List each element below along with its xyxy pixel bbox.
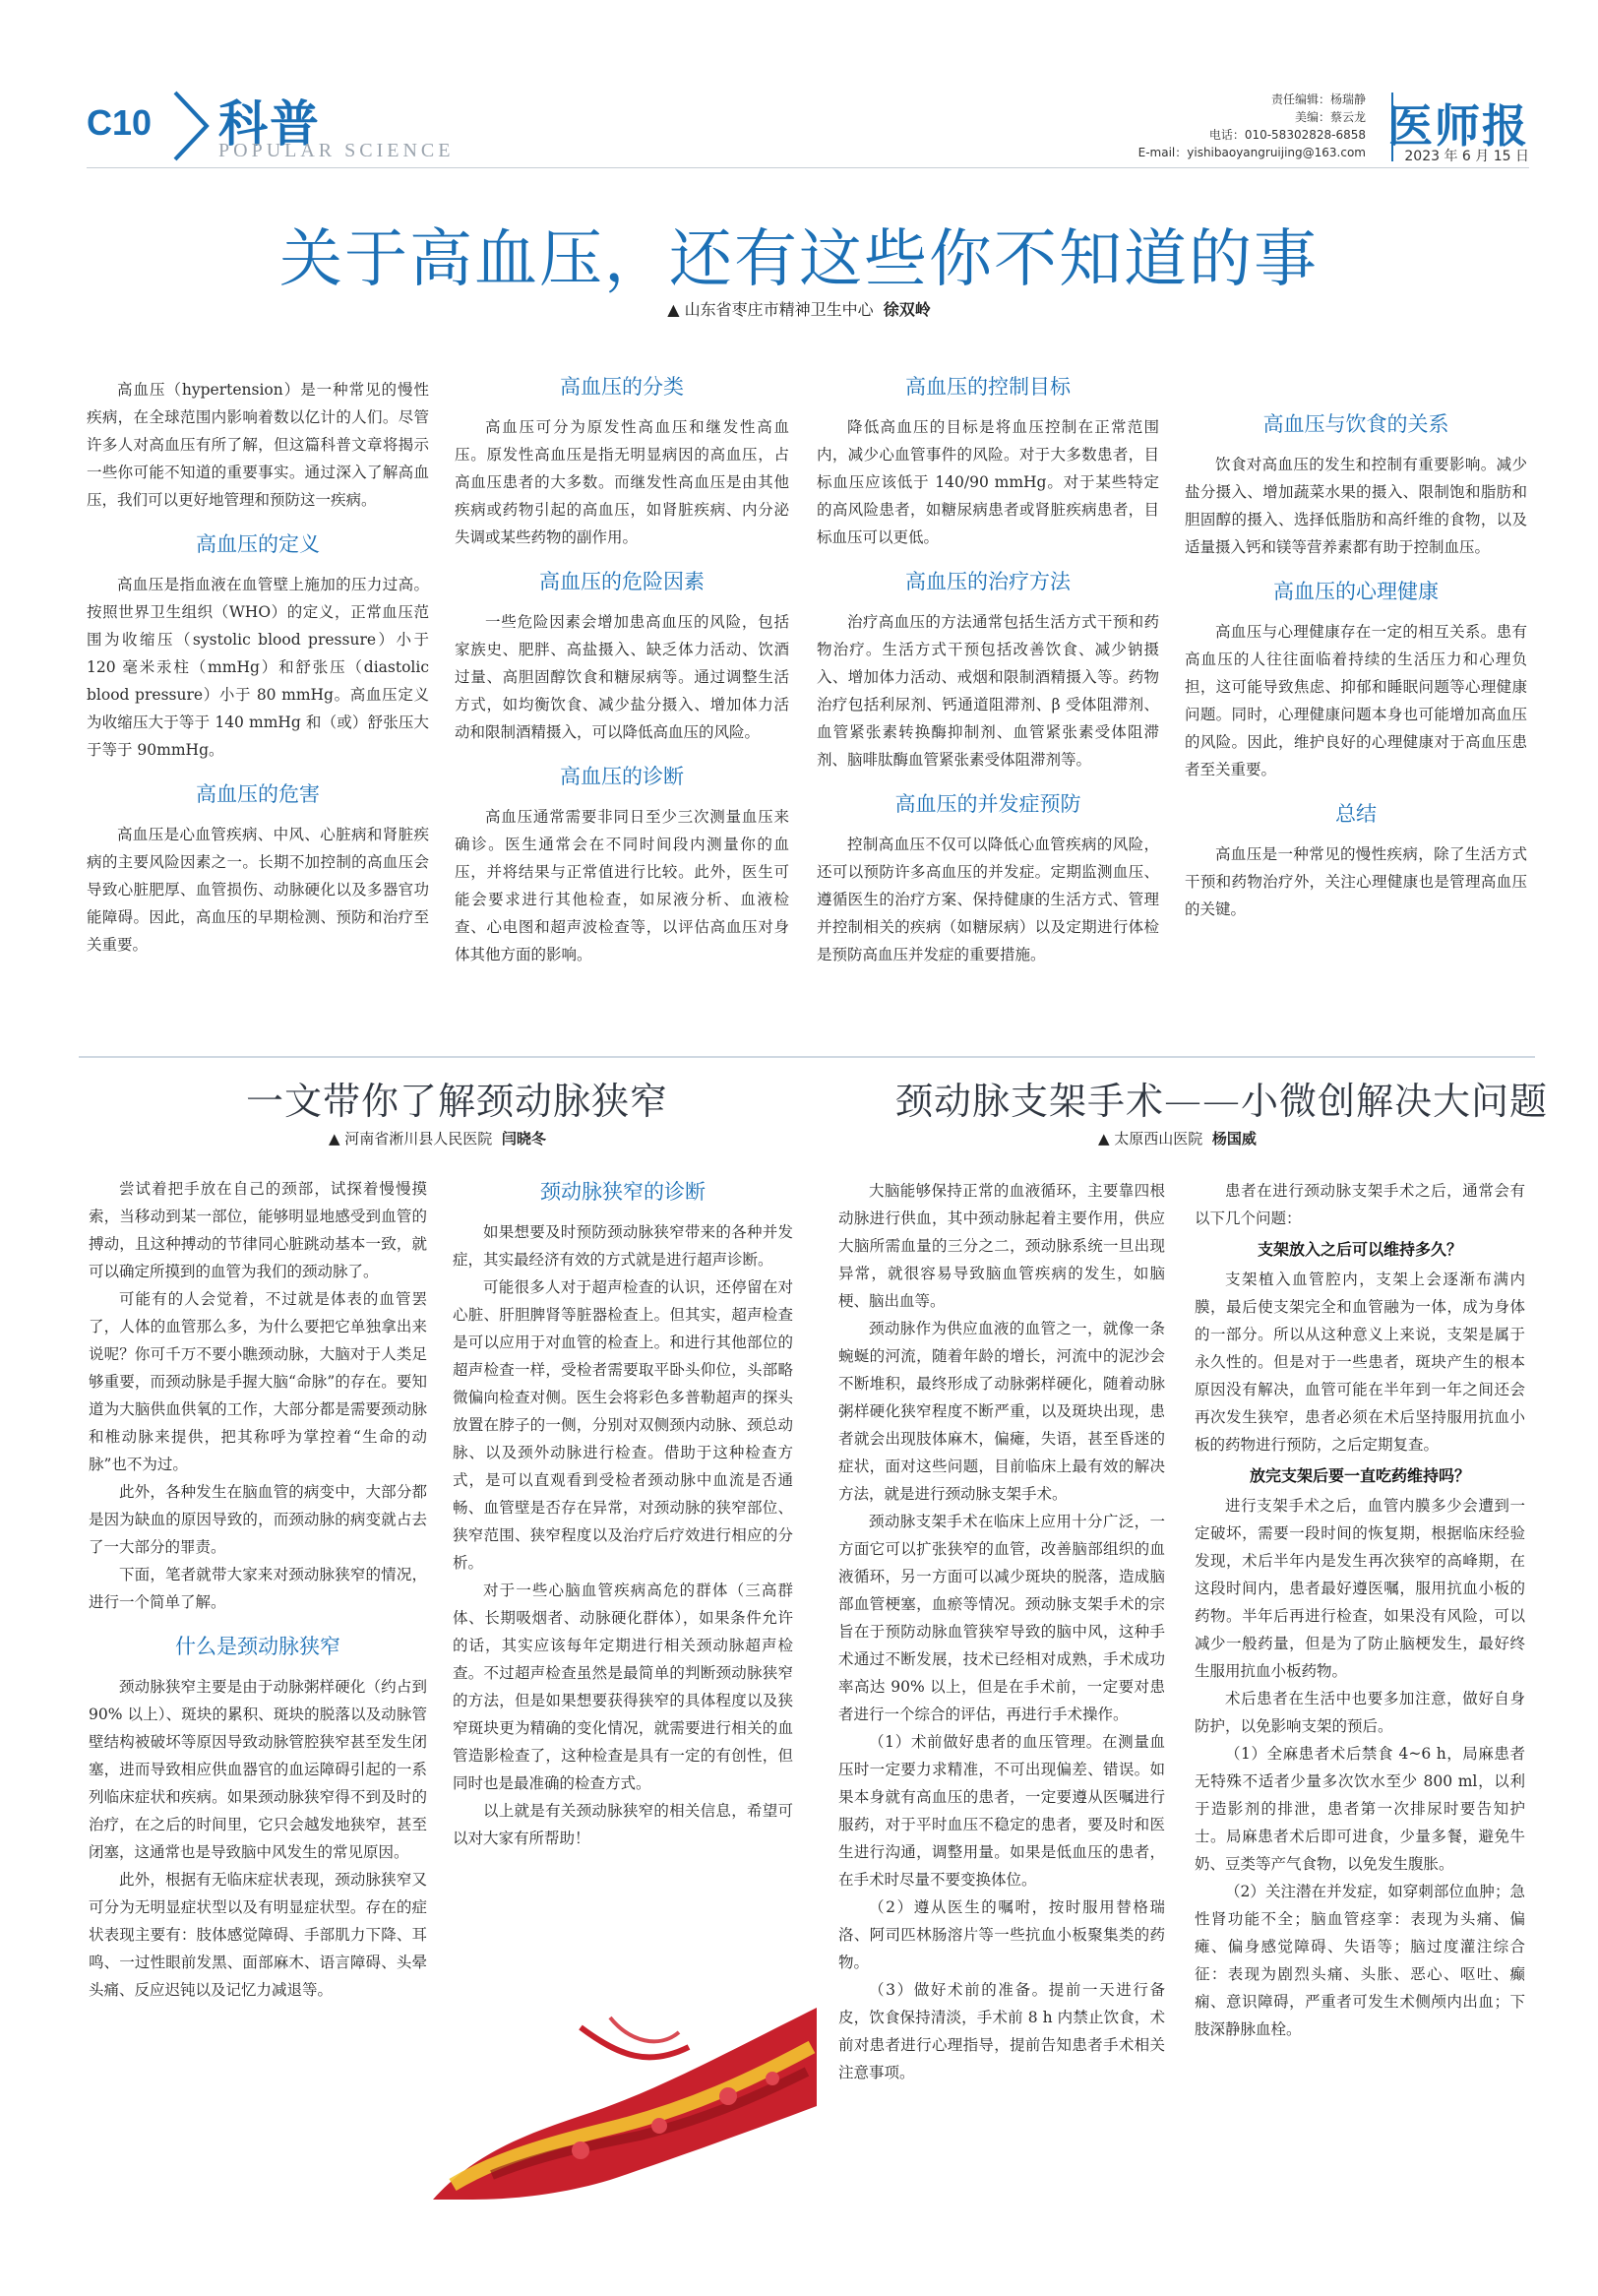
paragraph: 颈动脉狭窄主要是由于动脉粥样硬化（约占到 90% 以上）、斑块的累积、斑块的脱落以及动脉管壁结构被破坏等原因导致动脉管腔狭窄甚至发生闭塞，进而导致相应供血器官的血运障碍引起的一系列临床症状和疾病。如果颈动脉狭窄得不到及时的治疗，在之后的时间里，它只会越发地狭窄，甚至闭塞，这通常也是导致脑中风发生的常见原因。 [89, 1678, 427, 1861]
paragraph: 此外，各种发生在脑血管的病变中，大部分都是因为缺血的原因导致的，而颈动脉的病变就占去了一大部分的罪责。 [89, 1483, 427, 1556]
byline-org: ▲ 山东省枣庄市精神卫生中心 [667, 300, 874, 319]
paragraph: 此外，根据有无临床症状表现，颈动脉狭窄又可分为无明显症状型以及有明显症状型。存在的症状表现主要有：肢体感觉障碍、手部肌力下降、耳鸣、一过性眼前发黑、面部麻木、语言障碍、头晕头痛、反应迟钝以及记忆力减退等。 [89, 1871, 427, 1999]
article1-byline [0, 297, 1598, 320]
paragraph: 大脑能够保持正常的血液循环，主要靠四根动脉进行供血，其中颈动脉起着主要作用，供应大脑所需血量的三分之二，颈动脉系统一旦出现异常，就很容易导致脑血管疾病的发生，如脑梗、脑出血等。 [838, 1182, 1165, 1310]
section-heading: 高血压与饮食的关系 [1262, 412, 1449, 436]
editorial-info [1138, 91, 1366, 161]
paragraph: 高血压是指血液在血管壁上施加的压力过高。按照世界卫生组织（WHO）的定义，正常血压范围为收缩压（systolic blood pressure）小于 120 毫米汞柱（mmHg）和舒张压（diastolic blood pressure）小于 80 mmHg。高血压定义为收缩压大于等于 140 mmHg 和（或）舒张压大于等于 90mmHg。 [87, 576, 429, 759]
paragraph: 可能很多人对于超声检查的认识，还停留在对心脏、肝胆脾肾等脏器检查上。但其实，超声检查是可以应用于对血管的检查上。和进行其他部位的超声检查一样，受检者需要取平卧头仰位，头部略微偏向检查对侧。医生会将彩色多普勒超声的探头放置在脖子的一侧，分别对双侧颈内动脉、颈总动脉、以及颈外动脉进行检查。借助于这种检查方式，是可以直观看到受检者颈动脉中血流是否通畅、血管壁是否存在异常，对颈动脉的狭窄部位、狭窄范围、狭窄程度以及治疗后疗效进行相应的分析。 [453, 1278, 793, 1572]
paragraph: 饮食对高血压的发生和控制有重要影响。减少盐分摄入、增加蔬菜水果的摄入、限制饱和脂肪和胆固醇的摄入、选择低脂肪和高纤维的食物，以及适量摄入钙和镁等营养素都有助于控制血压。 [1185, 456, 1527, 556]
section-heading: 什么是颈动脉狭窄 [175, 1635, 340, 1658]
paragraph: 术后患者在生活中也要多加注意，做好自身防护，以免影响支架的预后。 [1195, 1690, 1525, 1735]
paragraph: 控制高血压不仅可以降低心血管疾病的风险，还可以预防许多高血压的并发症。定期监测血压、遵循医生的治疗方案、保持健康的生活方式、管理并控制相关的疾病（如糖尿病）以及定期进行体检是预防高血压并发症的重要措施。 [817, 836, 1159, 963]
paragraph: 如果想要及时预防颈动脉狭窄带来的各种并发症，其实最经济有效的方式就是进行超声诊断。 [453, 1223, 793, 1269]
article3-col2 [1195, 1177, 1525, 2043]
section-heading: 高血压的危险因素 [539, 570, 705, 593]
phone: 电话：010-58302828-6858 [1208, 128, 1366, 142]
article2-title: 一文带你了解颈动脉狭窄 [246, 1080, 669, 1123]
article3-byline [1098, 1128, 1257, 1148]
section-heading: 高血压的控制目标 [905, 375, 1071, 399]
paragraph: 尝试着把手放在自己的颈部，试探着慢慢摸索，当移动到某一部位，能够明显地感受到血管的搏动，且这种搏动的节律同心脏跳动基本一致，就可以确定所摸到的血管为我们的颈动脉了。 [89, 1180, 427, 1280]
masthead-logo: 医师报 [1387, 99, 1529, 153]
paragraph: 高血压是一种常见的慢性疾病，除了生活方式干预和药物治疗外，关注心理健康也是管理高血压的关键。 [1185, 845, 1527, 918]
header-rule [87, 167, 1529, 168]
chevron-divider-icon [169, 87, 215, 165]
section-heading: 高血压的心理健康 [1273, 580, 1439, 603]
paragraph: 高血压可分为原发性高血压和继发性高血压。原发性高血压是指无明显病因的高血压，占高血压患者的大多数。而继发性高血压是由其他疾病或药物引起的高血压，如肾脏疾病、内分泌失调或某些药物的副作用。 [455, 418, 789, 546]
paragraph: 一些危险因素会增加患高血压的风险，包括家族史、肥胖、高盐摄入、缺乏体力活动、饮酒过量、高胆固醇饮食和糖尿病等。通过调整生活方式，如均衡饮食、减少盐分摄入、增加体力活动和限制酒精摄入，可以降低高血压的风险。 [455, 613, 789, 741]
section-heading: 高血压的治疗方法 [905, 570, 1071, 593]
paragraph: 以上就是有关颈动脉狭窄的相关信息，希望可以对大家有所帮助！ [453, 1802, 793, 1847]
article1-col1 [87, 376, 429, 959]
section-heading: 高血压的并发症预防 [894, 792, 1081, 816]
article3-title: 颈动脉支架手术——小微创解决大问题 [895, 1080, 1549, 1123]
article1-col4 [1185, 372, 1527, 923]
intro-paragraph: 高血压（hypertension）是一种常见的慢性疾病，在全球范围内影响着数以亿计的人们。尽管许多人对高血压有所了解，但这篇科普文章将揭示一些你可能不知道的重要事实。通过深入了解高血压，我们可以更好地管理和预防这一疾病。 [87, 381, 429, 509]
paragraph: 降低高血压的目标是将血压控制在正常范围内，减少心血管事件的风险。对于大多数患者，目标血压应该低于 140/90 mmHg。对于某些特定的高风险患者，如糖尿病患者或肾脏疾病患者，目标血压可以更低。 [817, 418, 1159, 546]
paragraph: 治疗高血压的方法通常包括生活方式干预和药物治疗。生活方式干预包括改善饮食、减少钠摄入、增加体力活动、戒烟和限制酒精摄入等。药物治疗包括利尿剂、钙通道阻滞剂、β 受体阻滞剂、血管紧张素转换酶抑制剂、血管紧张素受体阻滞剂、脑啡肽酶血管紧张素受体阻滞剂等。 [817, 613, 1159, 769]
paragraph: 高血压与心理健康存在一定的相互关系。患有高血压的人往往面临着持续的生活压力和心理负担，这可能导致焦虑、抑郁和睡眠问题等心理健康问题。同时，心理健康问题本身也可能增加高血压的风险。因此，维护良好的心理健康对于高血压患者至关重要。 [1185, 623, 1527, 778]
byline-org: ▲ 太原西山医院 [1098, 1130, 1203, 1148]
paragraph: （3）做好术前的准备。提前一天进行备皮，饮食保持清淡，手术前 8 h 内禁止饮食，术前对患者进行心理指导，提前告知患者手术相关注意事项。 [838, 1981, 1165, 2081]
artery-illustration [433, 1988, 817, 2200]
byline-author: 徐双岭 [883, 300, 931, 319]
art-editor: 美编：蔡云龙 [1294, 110, 1366, 124]
section-heading: 总结 [1335, 802, 1377, 826]
sub-heading: 支架放入之后可以维持多久？ [1257, 1240, 1462, 1259]
article2-byline [329, 1128, 546, 1148]
byline-org: ▲ 河南省淅川县人民医院 [329, 1130, 493, 1148]
section-name-english: POPULAR SCIENCE [218, 140, 455, 161]
article1-title: 关于高血压，还有这些你不知道的事 [279, 223, 1319, 296]
paragraph: 可能有的人会觉着，不过就是体表的血管罢了，人体的血管那么多，为什么要把它单独拿出来说呢？你可千万不要小瞧颈动脉，大脑对于人类足够重要，而颈动脉是手握大脑“命脉”的存在。要知道为大脑供血供氧的工作，大部分都是需要颈动脉和椎动脉来提供，把其称呼为掌控着“生命的动脉”也不为过。 [89, 1290, 427, 1473]
section-heading: 颈动脉狭窄的诊断 [540, 1180, 706, 1204]
paragraph: 下面，笔者就带大家来对颈动脉狭窄的情况，进行一个简单了解。 [89, 1566, 427, 1611]
issue-date: 2023 年 6 月 15 日 [1404, 149, 1529, 164]
paragraph: 颈动脉支架手术在临床上应用十分广泛，一方面它可以扩张狭窄的血管，改善脑部组织的血液循环，另一方面可以减少斑块的脱落，造成脑部血管梗塞，血瘀等情况。颈动脉支架手术的宗旨在于预防动脉血管狭窄导致的脑中风，这种手术通过不断发展，技术已经相对成熟，手术成功率高达 90% 以上，但是在手术前，一定要对患者进行一个综合的评估，再进行手术操作。 [838, 1513, 1165, 1723]
byline-author: 闫晓冬 [501, 1130, 546, 1148]
article1-col2 [455, 372, 789, 968]
paragraph: （2）遵从医生的嘱咐，按时服用替格瑞洛、阿司匹林肠溶片等一些抗血小板聚集类的药物。 [838, 1898, 1165, 1971]
article2-col2 [453, 1177, 793, 1852]
section-name: 科普 [218, 95, 321, 153]
email: E-mail：yishibaoyangruijing@163.com [1137, 146, 1366, 159]
paragraph: 支架植入血管腔内，支架上会逐渐布满内膜，最后使支架完全和血管融为一体，成为身体的一部分。所以从这种意义上来说，支架是属于永久性的。但是对于一些患者，斑块产生的根本原因没有解决，血管可能在半年到一年之间还会再次发生狭窄，患者必须在术后坚持服用抗血小板的药物进行预防，之后定期复查。 [1195, 1271, 1525, 1454]
article1-col3 [817, 372, 1159, 968]
paragraph: 高血压是心血管疾病、中风、心脏病和肾脏疾病的主要风险因素之一。长期不加控制的高血压会导致心脏肥厚、血管损伤、动脉硬化以及多器官功能障碍。因此，高血压的早期检测、预防和治疗至关重要。 [87, 826, 429, 954]
paragraph: 对于一些心脑血管疾病高危的群体（三高群体、长期吸烟者、动脉硬化群体），如果条件允许的话，其实应该每年定期进行相关颈动脉超声检查。不过超声检查虽然是最简单的判断颈动脉狭窄的方法，但是如果想要获得狭窄的具体程度以及狭窄斑块更为精确的变化情况，就需要进行相关的血管造影检查了，这种检查是具有一定的有创性，但同时也是最准确的检查方式。 [453, 1582, 793, 1792]
byline-author: 杨国威 [1211, 1130, 1257, 1148]
section-heading: 高血压的定义 [196, 532, 320, 556]
paragraph: （2）关注潜在并发症，如穿刺部位血肿；急性肾功能不全；脑血管痉挛：表现为头痛、偏瘫、偏身感觉障碍、失语等；脑过度灌注综合征：表现为剧烈头痛、头胀、恶心、呕吐、癫痫、意识障碍，严重者可发生术侧颅内出血；下肢深静脉血栓。 [1195, 1883, 1525, 2038]
sub-heading: 放完支架后要一直吃药维持吗？ [1249, 1466, 1470, 1485]
paragraph: （1）全麻患者术后禁食 4~6 h，局麻患者无特殊不适者少量多次饮水至少 800 ml，以利于造影剂的排泄，患者第一次排尿时要告知护士。局麻患者术后即可进食，少量多餐，避免牛奶、豆类等产气食物，以免发生腹胀。 [1195, 1745, 1525, 1873]
paragraph: 进行支架手术之后，血管内膜多少会遭到一定破坏，需要一段时间的恢复期，根据临床经验发现，术后半年内是发生再次狭窄的高峰期，在这段时间内，患者最好遵医嘱，服用抗血小板的药物。半年后再进行检查，如果没有风险，可以减少一般药量，但是为了防止脑梗发生，最好终生服用抗血小板药物。 [1195, 1497, 1525, 1680]
paragraph: （1）术前做好患者的血压管理。在测量血压时一定要力求精准，不可出现偏差、错误。如果本身就有高血压的患者，一定要遵从医嘱进行服药，对于平时血压不稳定的患者，要及时和医生进行沟通，调整用量。如果是低血压的患者，在手术时尽量不要变换体位。 [838, 1733, 1165, 1889]
article3-col1 [838, 1177, 1165, 2086]
paragraph: 颈动脉作为供应血液的血管之一，就像一条蜿蜒的河流，随着年龄的增长，河流中的泥沙会不断堆积，最终形成了动脉粥样硬化，随着动脉粥样硬化狭窄程度不断严重，以及斑块出现，患者就会出现肢体麻木，偏瘫，失语，甚至昏迷的症状，面对这些问题，目前临床上最有效的解决方法，就是进行颈动脉支架手术。 [838, 1320, 1165, 1503]
section-heading: 高血压的诊断 [560, 765, 684, 788]
editor: 责任编辑：杨瑞静 [1270, 93, 1366, 106]
section-heading: 高血压的危害 [196, 782, 320, 806]
section-separator [79, 1056, 1535, 1058]
paragraph: 患者在进行颈动脉支架手术之后，通常会有以下几个问题： [1195, 1182, 1525, 1227]
section-heading: 高血压的分类 [560, 375, 684, 399]
paragraph: 高血压通常需要非同日至少三次测量血压来确诊。医生通常会在不同时间段内测量你的血压，并将结果与正常值进行比较。此外，医生可能会要求进行其他检查，如尿液分析、血液检查、心电图和超声波检查等，以评估高血压对身体其他方面的影响。 [455, 808, 789, 963]
page-number: C10 [87, 102, 153, 143]
article2-col1 [89, 1175, 427, 2004]
